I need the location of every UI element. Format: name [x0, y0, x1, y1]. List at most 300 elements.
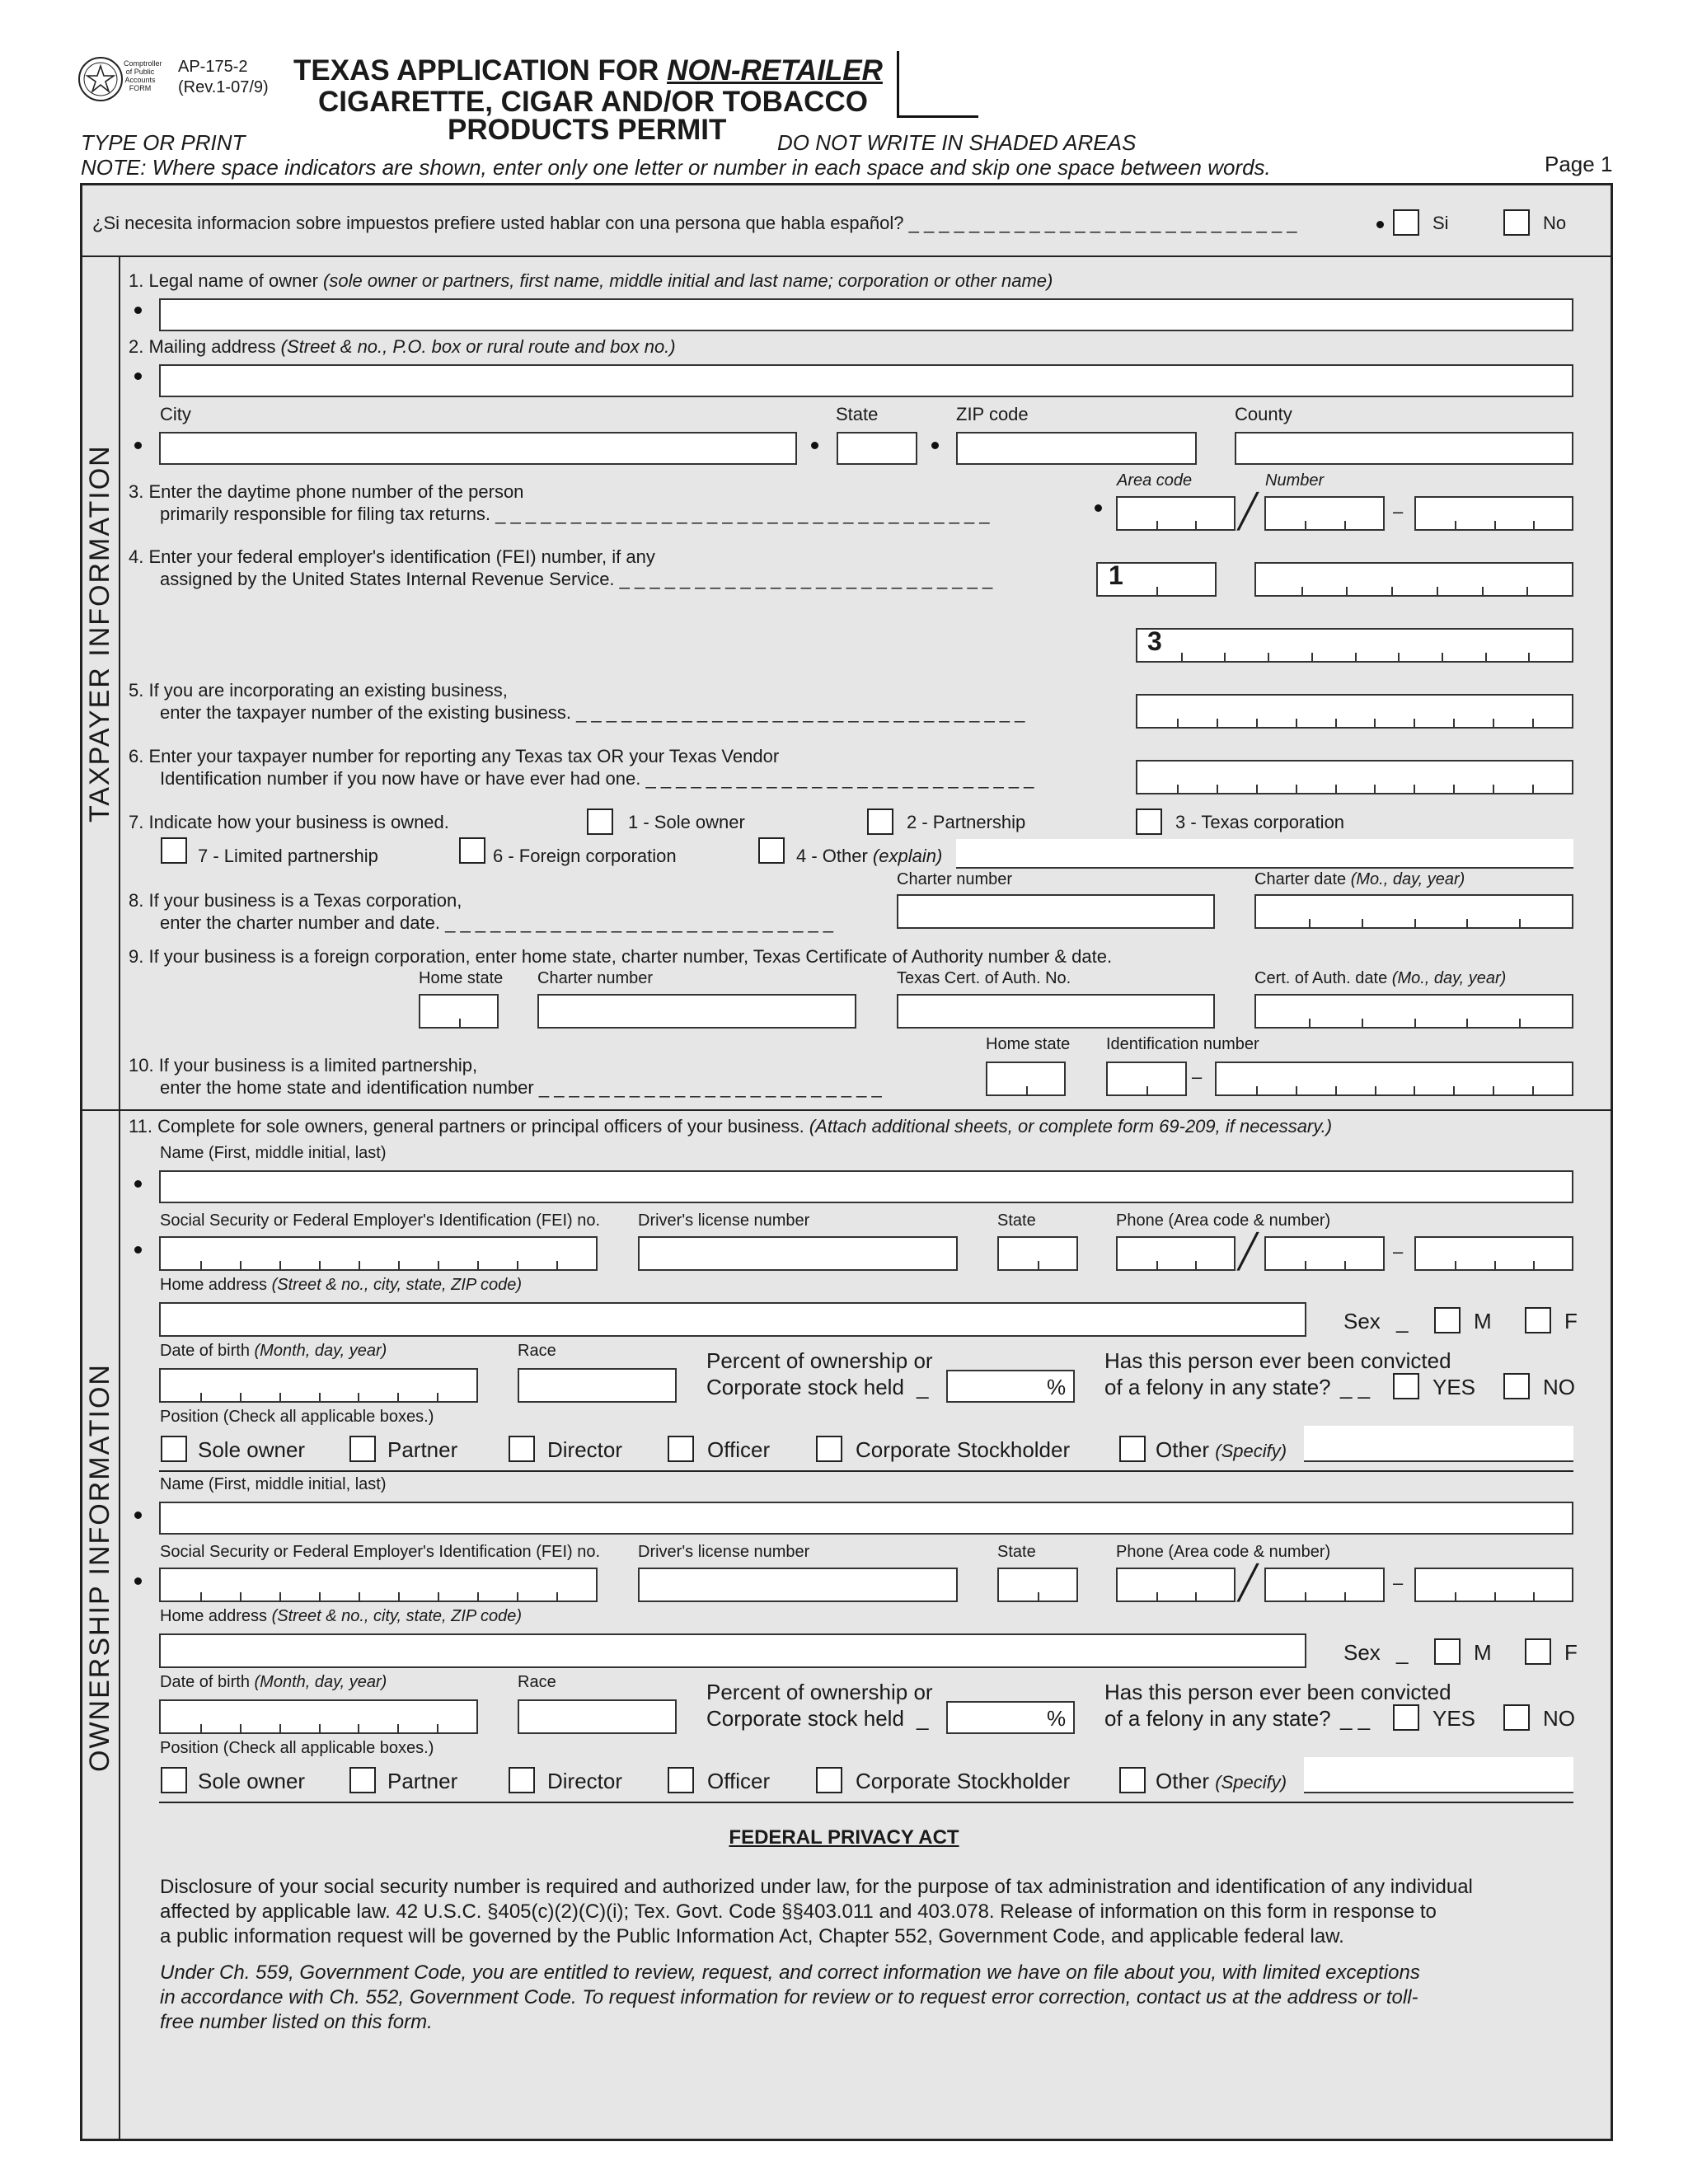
id-number-label: Identification number: [1106, 1035, 1259, 1053]
owner2-pct-line1: Percent of ownership or: [706, 1680, 933, 1704]
note: NOTE: Where space indicators are shown, enter only one letter or number in each space and skip one space between words.: [81, 155, 1271, 180]
space-indicator-tick: [200, 1724, 202, 1732]
space-indicator-tick: [1532, 719, 1534, 727]
space-indicator-tick: [1344, 1592, 1346, 1601]
mailing-address-field[interactable]: [159, 364, 1573, 397]
space-indicator-tick: [1181, 653, 1183, 661]
q11-label: [129, 1116, 1332, 1137]
space-indicator-tick: [1195, 521, 1197, 529]
sex-dash: _: [1396, 1309, 1409, 1333]
phone-slash: ╱: [1238, 1565, 1259, 1601]
lp-home-state-field[interactable]: [986, 1062, 1066, 1096]
lp-id-dash: –: [1192, 1066, 1203, 1087]
space-indicator-tick: [319, 1261, 321, 1269]
space-indicator-tick: [1305, 1261, 1306, 1269]
space-indicator-tick: [1533, 1592, 1535, 1601]
owner1-dl-field[interactable]: [638, 1236, 958, 1271]
privacy-para1-line3: a public information request will be governed by the Public Information Act, Chapter 552, Government Code, and applicable federal law.: [160, 1925, 1344, 1947]
owner1-sex-f-label: F: [1564, 1309, 1578, 1333]
owner2-address-label: [160, 1607, 522, 1626]
state-field[interactable]: [837, 432, 917, 465]
space-indicator-tick: [1195, 1592, 1197, 1601]
texas-taxpayer-field[interactable]: [1136, 760, 1573, 794]
owner1-officer-label: Officer: [707, 1437, 771, 1462]
privacy-para1-line2: affected by applicable law. 42 U.S.C. §405(c)(2)(C)(i); Tex. Govt. Code §§403.011 and 403.078. Release of information on this form in response to: [160, 1900, 1437, 1923]
felony-dash: _ _: [1340, 1706, 1371, 1731]
space-indicator-tick: [1301, 587, 1303, 595]
space-indicator-tick: [1414, 1019, 1416, 1027]
existing-taxpayer-field[interactable]: [1136, 694, 1573, 729]
owner1-phone-label: Phone (Area code & number): [1116, 1212, 1331, 1230]
space-indicator-tick: [438, 1592, 439, 1601]
dob-hint: (Month, day, year): [254, 1342, 387, 1360]
space-indicator-tick: [1296, 785, 1297, 793]
form-revision: (Rev.1-07/9): [178, 78, 269, 96]
space-indicator-tick: [1528, 653, 1530, 661]
owner1-other-field[interactable]: [1304, 1426, 1573, 1462]
owner2-felony-line2: of a felony in any state?: [1104, 1706, 1331, 1731]
owner1-other-checkbox[interactable]: [1119, 1436, 1146, 1462]
page-number: Page 1: [1545, 152, 1613, 176]
address-hint: (Street & no., city, state, ZIP code): [271, 1607, 523, 1625]
space-indicator-tick: [1493, 785, 1494, 793]
address-text: Home address: [160, 1607, 272, 1625]
owner1-ssn-field[interactable]: [159, 1236, 598, 1271]
owner1-pct-sign: %: [1047, 1375, 1067, 1399]
tx-cert-label: Texas Cert. of Auth. No.: [897, 969, 1071, 987]
owner2-felony-yes-checkbox[interactable]: [1393, 1704, 1419, 1731]
owner-divider: [159, 1802, 1573, 1803]
city-field[interactable]: [159, 432, 797, 465]
q5-line1: 5. If you are incorporating an existing business,: [129, 680, 508, 701]
texas-corp-label: 3 - Texas corporation: [1175, 812, 1345, 832]
owner2-partner-checkbox[interactable]: [349, 1767, 376, 1793]
privacy-para2-line2: in accordance with Ch. 552, Government Code. To request information for review or to request error correction, contact us at the address or toll-: [160, 1986, 1418, 2008]
home-state-label: Home state: [419, 969, 504, 987]
bullet: [931, 442, 939, 449]
space-indicator-tick: [1533, 1261, 1535, 1269]
owner2-sex-f-checkbox[interactable]: [1525, 1638, 1551, 1665]
cert-date-field[interactable]: [1254, 994, 1573, 1029]
space-indicator-tick: [1311, 653, 1313, 661]
owner2-director-checkbox[interactable]: [509, 1767, 535, 1793]
zip-field[interactable]: [956, 432, 1197, 465]
q1-hint: (sole owner or partners, first name, middle initial and last name; corporation or other name): [323, 270, 1053, 291]
owner1-race-field[interactable]: [518, 1368, 677, 1403]
owner1-name-field[interactable]: [159, 1170, 1573, 1203]
owner2-ssn-field[interactable]: [159, 1568, 598, 1602]
q11-text: 11. Complete for sole owners, general partners or principal officers of your business.: [129, 1116, 809, 1137]
owner1-director-label: Director: [547, 1437, 623, 1462]
space-indicator-tick: [517, 1261, 518, 1269]
owner2-address-field[interactable]: [159, 1633, 1306, 1668]
form-title-line3: PRODUCTS PERMIT: [448, 114, 727, 146]
space-indicator-tick: [358, 1393, 359, 1401]
other-text: Other: [1156, 1769, 1216, 1793]
other-label: [796, 846, 942, 867]
space-indicator-tick: [1453, 1086, 1455, 1094]
owner2-phone-area-field[interactable]: [1116, 1568, 1236, 1602]
owner1-dob-label: [160, 1342, 387, 1361]
owner2-officer-checkbox[interactable]: [668, 1767, 694, 1793]
q10-line1: 10. If your business is a limited partnership,: [129, 1055, 478, 1076]
owner1-sex-m-label: M: [1474, 1309, 1492, 1333]
texas-corp-checkbox[interactable]: [1136, 808, 1162, 835]
owner2-race-field[interactable]: [518, 1699, 677, 1734]
bullet: [134, 307, 142, 314]
owner2-stockholder-checkbox[interactable]: [816, 1767, 842, 1793]
address-text: Home address: [160, 1276, 272, 1294]
space-indicator-tick: [1362, 1019, 1363, 1027]
space-indicator-tick: [1519, 919, 1521, 927]
section-divider: [80, 1109, 1613, 1111]
owner2-dl-field[interactable]: [638, 1568, 958, 1602]
bullet: [134, 373, 142, 380]
owner1-ssn-label: Social Security or Federal Employer's Identification (FEI) no.: [160, 1212, 601, 1230]
q8-line2: enter the charter number and date. _ _ _ _ _ _ _ _ _ _ _ _ _ _ _ _ _ _ _ _ _ _ _ _ _ _: [160, 912, 834, 933]
space-indicator-tick: [1482, 587, 1484, 595]
owner2-other-checkbox[interactable]: [1119, 1767, 1146, 1793]
owner1-other-label: [1156, 1437, 1287, 1463]
state-label: State: [836, 404, 879, 424]
pct-dash: _: [917, 1375, 929, 1399]
owner1-felony-line1: Has this person ever been convicted: [1104, 1348, 1451, 1373]
space-indicator-tick: [437, 1724, 438, 1732]
space-indicator-tick: [1296, 719, 1297, 727]
q5-line2: enter the taxpayer number of the existing business. _ _ _ _ _ _ _ _ _ _ _ _ _ _ _ _ _ _ _ _ _ _ _ _ _ _ _ _ _ _: [160, 702, 1025, 723]
taxpayer-section-label: TAXPAYER INFORMATION: [84, 444, 115, 823]
section-column-divider: [119, 255, 120, 2141]
bullet: [1376, 221, 1384, 228]
q2-text: 2. Mailing address: [129, 336, 281, 357]
form-title: [293, 54, 883, 87]
q10-line2: enter the home state and identification number _ _ _ _ _ _ _ _ _ _ _ _ _ _ _ _ _ _ _ _ _ _ _: [160, 1077, 882, 1098]
space-indicator-tick: [397, 1393, 399, 1401]
felony-dash: _ _: [1340, 1375, 1371, 1399]
space-indicator-tick: [1309, 1019, 1311, 1027]
owner1-officer-checkbox[interactable]: [668, 1436, 694, 1462]
space-indicator-tick: [1344, 1261, 1346, 1269]
taxpayer-number-field[interactable]: [1136, 628, 1573, 663]
space-indicator-tick: [477, 1592, 479, 1601]
taxpayer-prefix-digit: 3: [1147, 626, 1162, 656]
phone-dash: –: [1393, 501, 1404, 522]
space-indicator-tick: [1146, 1086, 1148, 1094]
space-indicator-tick: [1217, 719, 1218, 727]
q2-label: [129, 336, 676, 358]
seal-caption: Comptroller of Public Accounts FORM: [124, 59, 162, 92]
owner2-pct-sign: %: [1047, 1706, 1067, 1731]
owner1-state-field[interactable]: [997, 1236, 1078, 1271]
charter-number-label: Charter number: [897, 870, 1013, 888]
q8-line1: 8. If your business is a Texas corporation,: [129, 890, 462, 911]
type-or-print: TYPE OR PRINT: [81, 130, 246, 155]
partnership-checkbox[interactable]: [867, 808, 893, 835]
lp-id-number-field[interactable]: [1215, 1062, 1573, 1096]
space-indicator-tick: [398, 1592, 400, 1601]
owner1-position-label: Position (Check all applicable boxes.): [160, 1408, 434, 1426]
area-code-label: Area code: [1117, 471, 1193, 490]
owner1-race-label: Race: [518, 1342, 556, 1360]
space-indicator-tick: [1195, 1261, 1197, 1269]
phone-prefix-field[interactable]: [1264, 496, 1385, 531]
space-indicator-tick: [319, 1393, 321, 1401]
other-hint: (Specify): [1215, 1441, 1287, 1461]
owner1-pct-line2: Corporate stock held: [706, 1375, 904, 1399]
form-title-line2: CIGARETTE, CIGAR AND/OR TOBACCO: [318, 86, 868, 118]
q1-label: [129, 270, 1053, 292]
owner1-felony-no-label: NO: [1543, 1375, 1575, 1399]
pct-dash: _: [917, 1706, 929, 1731]
space-indicator-tick: [556, 1261, 558, 1269]
owner1-director-checkbox[interactable]: [509, 1436, 535, 1462]
space-indicator-tick: [319, 1592, 321, 1601]
cert-date-text: Cert. of Auth. date: [1254, 969, 1392, 987]
form-number: AP-175-2: [178, 58, 248, 76]
cert-date-label: [1254, 969, 1506, 988]
space-indicator-tick: [359, 1261, 360, 1269]
q11-hint: (Attach additional sheets, or complete form 69-209, if necessary.): [809, 1116, 1333, 1137]
owner1-phone-area-field[interactable]: [1116, 1236, 1236, 1271]
owner2-other-field[interactable]: [1304, 1757, 1573, 1793]
owner2-state-label: State: [997, 1543, 1036, 1561]
space-indicator-tick: [1177, 719, 1179, 727]
owner1-sex-label: Sex: [1343, 1309, 1381, 1333]
privacy-para1-line1: Disclosure of your social security number is required and authorized under law, for the purpose of tax administration and identification of any individual: [160, 1876, 1473, 1898]
owner2-name-label: Name (First, middle initial, last): [160, 1475, 387, 1493]
sex-dash: _: [1396, 1640, 1409, 1665]
space-indicator-tick: [200, 1261, 202, 1269]
number-label: Number: [1265, 471, 1325, 490]
space-indicator-tick: [1493, 1086, 1494, 1094]
bullet: [134, 442, 142, 449]
space-indicator-tick: [1533, 521, 1535, 529]
charter-date-field[interactable]: [1254, 894, 1573, 929]
space-indicator-tick: [279, 1261, 281, 1269]
title-emphasis: NON-RETAILER: [667, 54, 883, 87]
owner1-phone-prefix-field[interactable]: [1264, 1236, 1385, 1271]
space-indicator-tick: [1217, 785, 1218, 793]
space-indicator-tick: [1335, 719, 1337, 727]
space-indicator-tick: [437, 1393, 438, 1401]
space-indicator-tick: [1526, 587, 1528, 595]
fei-prefix-digit: 1: [1109, 560, 1123, 590]
owner2-phone-prefix-field[interactable]: [1264, 1568, 1385, 1602]
owner2-sole-owner-label: Sole owner: [198, 1769, 306, 1793]
lp-id-prefix-field[interactable]: [1106, 1062, 1187, 1096]
owner2-director-label: Director: [547, 1769, 623, 1793]
owner2-sole-owner-checkbox[interactable]: [161, 1767, 187, 1793]
ownership-section-label: OWNERSHIP INFORMATION: [84, 1363, 115, 1772]
q9-label: 9. If your business is a foreign corporation, enter home state, charter number, Texas Certificate of Authority number & date.: [129, 946, 1113, 967]
space-indicator-tick: [1362, 919, 1363, 927]
space-indicator-tick: [1374, 719, 1376, 727]
space-indicator-tick: [1374, 785, 1376, 793]
owner1-partner-checkbox[interactable]: [349, 1436, 376, 1462]
foreign-corp-checkbox[interactable]: [459, 837, 485, 864]
space-indicator-tick: [1335, 785, 1337, 793]
sole-owner-checkbox[interactable]: [587, 808, 613, 835]
other-text: 4 - Other: [796, 846, 873, 866]
q3-line1: 3. Enter the daytime phone number of the person: [129, 481, 524, 502]
space-indicator-tick: [1398, 653, 1400, 661]
other-hint: (Specify): [1215, 1772, 1287, 1793]
q6-line2: Identification number if you now have or have ever had one. _ _ _ _ _ _ _ _ _ _ _ _ _ _ _ _ _ _ _ _ _ _ _ _ _ _: [160, 768, 1034, 789]
owner1-state-label: State: [997, 1212, 1036, 1230]
space-indicator-tick: [1414, 785, 1415, 793]
owner2-phone-label: Phone (Area code & number): [1116, 1543, 1331, 1561]
owner2-name-field[interactable]: [159, 1502, 1573, 1535]
q2-hint: (Street & no., P.O. box or rural route and box no.): [280, 336, 676, 357]
spanish-no-checkbox[interactable]: [1503, 209, 1530, 236]
space-indicator-tick: [1414, 919, 1416, 927]
owner-divider: [159, 1470, 1573, 1472]
charter-date-label: [1254, 870, 1465, 889]
owner2-state-field[interactable]: [997, 1568, 1078, 1602]
privacy-para2-line3: free number listed on this form.: [160, 2011, 433, 2033]
space-indicator-tick: [517, 1592, 518, 1601]
owner1-sole-owner-checkbox[interactable]: [161, 1436, 187, 1462]
owner1-sex-f-checkbox[interactable]: [1525, 1307, 1551, 1333]
space-indicator-tick: [279, 1592, 281, 1601]
owner2-position-label: Position (Check all applicable boxes.): [160, 1739, 434, 1757]
space-indicator-tick: [1466, 1019, 1468, 1027]
charter-date-hint: (Mo., day, year): [1350, 870, 1465, 888]
other-explain-field[interactable]: [956, 839, 1573, 869]
space-indicator-tick: [1375, 1086, 1376, 1094]
dob-text: Date of birth: [160, 1342, 255, 1360]
county-field[interactable]: [1235, 432, 1573, 465]
owner1-felony-yes-checkbox[interactable]: [1393, 1373, 1419, 1399]
phone-dash: –: [1393, 1572, 1404, 1593]
owner1-felony-line2: of a felony in any state?: [1104, 1375, 1331, 1399]
other-checkbox[interactable]: [758, 837, 785, 864]
space-indicator-tick: [477, 1261, 479, 1269]
spanish-question: ¿Si necesita informacion sobre impuestos prefiere usted hablar con una persona que habla español? _ _ _ _ _ _ _ _ _ _ _ _ _ _ _ _ _ _ _ _ _ _ _ _ _ _: [92, 213, 1297, 233]
bullet: [134, 1511, 142, 1519]
space-indicator-tick: [1494, 521, 1496, 529]
owner1-felony-no-checkbox[interactable]: [1503, 1373, 1530, 1399]
charter-number-field[interactable]: [897, 894, 1215, 929]
phone-slash: ╱: [1238, 494, 1259, 530]
owner2-dl-label: Driver's license number: [638, 1543, 810, 1561]
owner2-dob-field[interactable]: [159, 1699, 478, 1734]
foreign-corp-label: 6 - Foreign corporation: [493, 846, 677, 866]
owner1-sex-m-checkbox[interactable]: [1434, 1307, 1461, 1333]
space-indicator-tick: [1466, 919, 1468, 927]
space-indicator-tick: [279, 1393, 281, 1401]
charter-date-text: Charter date: [1254, 870, 1351, 888]
owner1-dl-label: Driver's license number: [638, 1212, 810, 1230]
phone-number-field[interactable]: [1414, 496, 1573, 531]
space-indicator-tick: [240, 1724, 241, 1732]
space-indicator-tick: [1391, 587, 1393, 595]
space-indicator-tick: [397, 1724, 399, 1732]
owner2-ssn-label: Social Security or Federal Employer's Identification (FEI) no.: [160, 1543, 601, 1561]
phone-dash: –: [1393, 1241, 1404, 1262]
limited-partnership-label: 7 - Limited partnership: [198, 846, 378, 866]
bullet: [134, 1180, 142, 1188]
owner2-officer-label: Officer: [707, 1769, 771, 1793]
owner2-sex-m-checkbox[interactable]: [1434, 1638, 1461, 1665]
space-indicator-tick: [1532, 1086, 1534, 1094]
foreign-home-state-field[interactable]: [419, 994, 499, 1029]
space-indicator-tick: [1485, 653, 1487, 661]
foreign-charter-field[interactable]: [537, 994, 856, 1029]
space-indicator-tick: [1038, 1261, 1039, 1269]
space-indicator-tick: [1256, 719, 1258, 727]
owner1-address-field[interactable]: [159, 1302, 1306, 1337]
space-indicator-tick: [1335, 1086, 1337, 1094]
comptroller-seal: [77, 56, 124, 102]
q7-label: 7. Indicate how your business is owned.: [129, 812, 449, 832]
space-indicator-tick: [438, 1261, 439, 1269]
owner1-phone-number-field[interactable]: [1414, 1236, 1573, 1271]
space-indicator-tick: [1156, 587, 1158, 595]
owner2-sex-f-label: F: [1564, 1640, 1578, 1665]
dob-hint: (Month, day, year): [254, 1673, 387, 1691]
legal-name-field[interactable]: [159, 298, 1573, 331]
space-indicator-tick: [240, 1393, 241, 1401]
address-hint: (Street & no., city, state, ZIP code): [271, 1276, 523, 1294]
space-indicator-tick: [1532, 785, 1534, 793]
space-indicator-tick: [1344, 521, 1346, 529]
owner1-stockholder-checkbox[interactable]: [816, 1436, 842, 1462]
space-indicator-tick: [240, 1261, 241, 1269]
space-indicator-tick: [200, 1592, 202, 1601]
owner1-address-label: [160, 1276, 522, 1295]
space-indicator-tick: [398, 1261, 400, 1269]
partnership-label: 2 - Partnership: [907, 812, 1026, 832]
q4-line2: assigned by the United States Internal Revenue Service. _ _ _ _ _ _ _ _ _ _ _ _ _ _ _ _ _ _ _ _ _ _ _ _ _: [160, 569, 993, 589]
space-indicator-tick: [1309, 919, 1311, 927]
owner2-phone-number-field[interactable]: [1414, 1568, 1573, 1602]
other-text: Other: [1156, 1437, 1216, 1462]
space-indicator-tick: [1256, 1086, 1258, 1094]
space-indicator-tick: [1268, 653, 1269, 661]
space-indicator-tick: [1453, 719, 1455, 727]
space-indicator-tick: [1156, 1592, 1158, 1601]
tx-cert-field[interactable]: [897, 994, 1215, 1029]
limited-partnership-checkbox[interactable]: [161, 837, 187, 864]
space-indicator-tick: [1455, 1592, 1456, 1601]
owner2-pct-line2: Corporate stock held: [706, 1706, 904, 1731]
space-indicator-tick: [1346, 587, 1348, 595]
space-indicator-tick: [1455, 521, 1456, 529]
owner2-felony-yes-label: YES: [1432, 1706, 1476, 1731]
space-indicator-tick: [319, 1724, 321, 1732]
space-indicator-tick: [1493, 719, 1494, 727]
privacy-heading: FEDERAL PRIVACY ACT: [729, 1826, 959, 1849]
q4-line1: 4. Enter your federal employer's identification (FEI) number, if any: [129, 546, 655, 567]
dob-text: Date of birth: [160, 1673, 255, 1691]
space-indicator-tick: [1156, 1261, 1158, 1269]
space-indicator-tick: [200, 1393, 202, 1401]
spanish-si-label: Si: [1432, 213, 1449, 233]
bullet: [1095, 504, 1102, 512]
space-indicator-tick: [1296, 1086, 1297, 1094]
zip-label: ZIP code: [956, 404, 1029, 424]
owner2-felony-no-checkbox[interactable]: [1503, 1704, 1530, 1731]
space-indicator-tick: [1437, 587, 1438, 595]
fei-number-field[interactable]: [1254, 562, 1573, 597]
spanish-si-checkbox[interactable]: [1393, 209, 1419, 236]
sole-owner-label: 1 - Sole owner: [628, 812, 745, 832]
space-indicator-tick: [359, 1592, 360, 1601]
phone-area-field[interactable]: [1116, 496, 1236, 531]
q6-line1: 6. Enter your taxpayer number for reporting any Texas tax OR your Texas Vendor: [129, 746, 780, 766]
owner1-dob-field[interactable]: [159, 1368, 478, 1403]
